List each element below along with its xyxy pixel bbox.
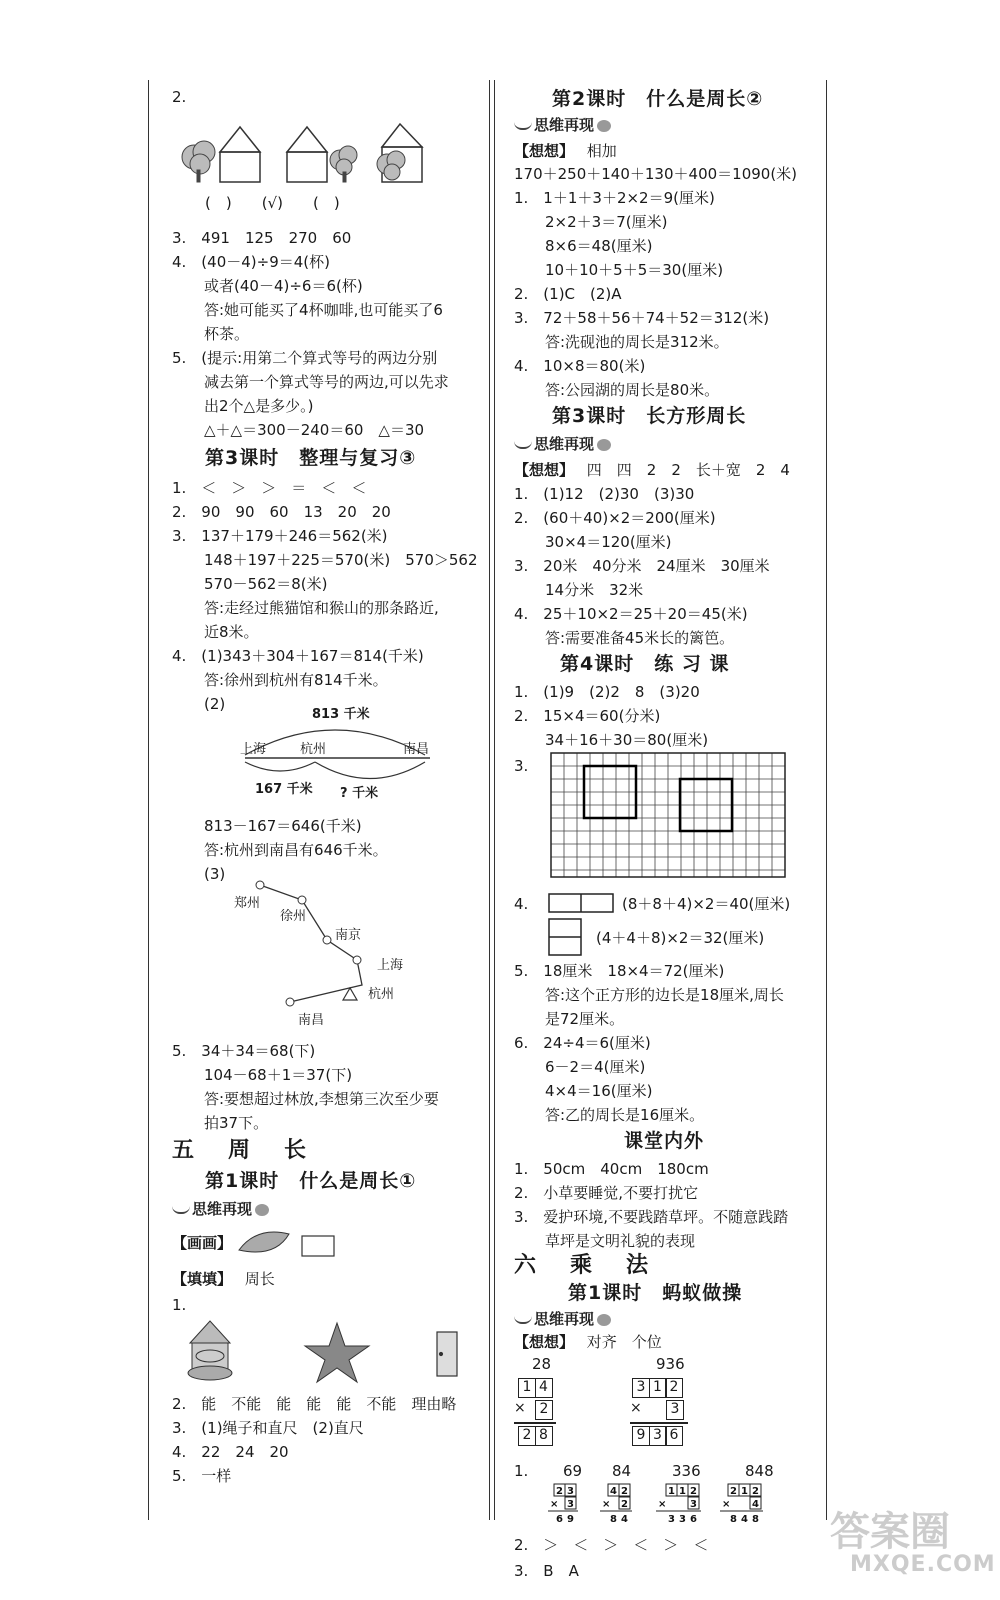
- fill-answer: 周长: [244, 1270, 275, 1288]
- think-row: [514, 140, 617, 162]
- digit-box: 6: [665, 1426, 683, 1446]
- think-row: [514, 459, 790, 481]
- section-heading: 课堂内外: [624, 1130, 705, 1152]
- house-icon: [287, 127, 327, 182]
- svg-text:8: 8: [610, 1514, 617, 1525]
- digit-box: 2: [518, 1426, 536, 1446]
- digit-box: 8: [535, 1426, 553, 1446]
- draw-row: [172, 1232, 232, 1254]
- digit-box: 2: [535, 1400, 553, 1420]
- right-text: 10＋10＋5＋5＝30(厘米): [545, 261, 724, 279]
- lesson-heading: 第1课时 什么是周长①: [205, 1170, 417, 1192]
- svg-text:×: ×: [550, 1499, 559, 1510]
- draw-label: 【画画】: [172, 1234, 233, 1252]
- lesson-heading: 第3课时 整理与复习③: [205, 447, 417, 469]
- fill-label: 【填填】: [172, 1270, 233, 1288]
- carousel-icon: [188, 1321, 232, 1380]
- left-text: 813－167＝646(千米): [204, 817, 362, 835]
- left-item-4: 4. (40－4)÷9＝4(杯): [172, 253, 331, 271]
- left-text: 答:杭州到南昌有646千米。: [204, 841, 388, 859]
- product-84: 84: [612, 1462, 632, 1480]
- left-text: 拍37下。: [204, 1114, 269, 1132]
- svg-text:×: ×: [602, 1499, 611, 1510]
- svg-text:2: 2: [556, 1486, 563, 1497]
- svg-text:×: ×: [722, 1499, 731, 1510]
- vertical-multiplication-2: [626, 1378, 696, 1450]
- product-69: 69: [563, 1462, 583, 1480]
- digit-box: 1: [518, 1378, 536, 1398]
- left-text: 答:走经过熊猫馆和猴山的那条路近,: [204, 599, 439, 617]
- right-item-1: 1.: [514, 1462, 529, 1480]
- right-item-3: 3. B A: [514, 1562, 579, 1580]
- svg-text:3: 3: [567, 1499, 574, 1510]
- left-margin-line: [148, 80, 149, 1520]
- left-item-4: 4. (1)343＋304＋167＝814(千米): [172, 647, 424, 665]
- unit-heading: 六 乘 法: [514, 1253, 655, 1278]
- svg-text:2: 2: [730, 1486, 737, 1497]
- diagram-label-hangzhou: 杭州: [300, 742, 327, 757]
- times-sign: ×: [514, 1400, 526, 1416]
- diagram-label-shanghai: 上海: [240, 742, 267, 757]
- right-text: 8×6＝48(厘米): [545, 237, 653, 255]
- tree-icon: [182, 141, 215, 182]
- answer-brackets: ( ) (√) ( ): [205, 194, 340, 212]
- left-item-4: 4. 22 24 20: [172, 1443, 289, 1461]
- cloud-icon: [255, 1204, 269, 1216]
- route-map: [232, 872, 412, 1032]
- right-item-3: 3. 爱护环境,不要践踏草坪。不随意践踏: [514, 1208, 789, 1226]
- right-item-4: 4.: [514, 895, 529, 913]
- lesson-heading: 第3课时 长方形周长: [552, 405, 747, 427]
- right-text: 170＋250＋140＋130＋400＝1090(米): [514, 165, 798, 183]
- right-text: 6－2＝4(厘米): [545, 1058, 646, 1076]
- right-item-3: 3.: [514, 757, 529, 775]
- svg-text:1: 1: [741, 1486, 748, 1497]
- right-item-2: 2. 15×4＝60(分米): [514, 707, 661, 725]
- map-label-xuzhou: 徐州: [280, 909, 307, 924]
- left-text: 104－68＋1＝37(下): [204, 1066, 353, 1084]
- right-text: 34＋16＋30＝80(厘米): [545, 731, 709, 749]
- map-label-shanghai: 上海: [377, 958, 404, 973]
- think-answer: 相加: [586, 142, 617, 160]
- svg-text:6: 6: [556, 1514, 563, 1525]
- svg-text:2: 2: [621, 1499, 628, 1510]
- right-text: 答:洗砚池的周长是312米。: [545, 333, 729, 351]
- map-label-nanchang: 南昌: [298, 1013, 325, 1028]
- svg-text:3: 3: [567, 1486, 574, 1497]
- left-text: 答:徐州到杭州有814千米。: [204, 671, 388, 689]
- left-item-5: 5. (提示:用第二个算式等号的两边分别: [172, 349, 438, 367]
- right-text: 答:这个正方形的边长是18厘米,周长: [545, 986, 784, 1004]
- diagram-label-total: 813 千米: [312, 707, 370, 722]
- lesson-heading: 第2课时 什么是周长②: [552, 88, 764, 110]
- section-badge: 思维再现: [514, 1308, 611, 1330]
- left-item-3: 3. 137＋179＋246＝562(米): [172, 527, 388, 545]
- svg-text:3: 3: [668, 1514, 675, 1525]
- wave-icon: [172, 1206, 190, 1214]
- digit-box: 2: [665, 1378, 683, 1398]
- small-multiplications: [548, 1482, 788, 1526]
- left-text: 出2个△是多少。): [204, 397, 314, 415]
- svg-text:1: 1: [668, 1486, 675, 1497]
- left-text: 减去第一个算式等号的两边,可以先求: [204, 373, 449, 391]
- left-text: (3): [204, 865, 226, 883]
- digit-box: 3: [649, 1426, 667, 1446]
- wave-icon: [514, 122, 532, 130]
- digit-box: 3: [666, 1400, 684, 1420]
- map-label-hangzhou: 杭州: [368, 987, 395, 1002]
- fill-row: [172, 1268, 275, 1290]
- digit-box: 9: [632, 1426, 650, 1446]
- right-item-4: 4. 25＋10×2＝25＋20＝45(米): [514, 605, 748, 623]
- right-text: 4×4＝16(厘米): [545, 1082, 653, 1100]
- think-answer: 四 四 2 2 长＋宽 2 4: [586, 461, 790, 479]
- svg-text:4: 4: [621, 1514, 628, 1525]
- rect-figure-2: [548, 918, 582, 956]
- vertical-multiplication-1: [514, 1378, 574, 1450]
- right-text: 30×4＝120(厘米): [545, 533, 672, 551]
- product-28: 28: [532, 1355, 552, 1373]
- cloud-icon: [597, 439, 611, 451]
- section-badge: 思维再现: [172, 1198, 269, 1220]
- think-label: 【想想】: [514, 461, 575, 479]
- right-text: 14分米 32米: [545, 581, 644, 599]
- right-item-1: 1. (1)12 (2)30 (3)30: [514, 485, 695, 503]
- left-item-1: 1.: [172, 1296, 187, 1314]
- left-text: 或者(40－4)÷6＝6(杯): [204, 277, 363, 295]
- right-item-1: 1. 1＋1＋3＋2×2＝9(厘米): [514, 189, 715, 207]
- leaf-and-rectangle: [237, 1228, 337, 1260]
- square-grid: [550, 752, 786, 878]
- think-answer: 对齐 个位: [586, 1333, 662, 1351]
- left-text: 570－562＝8(米): [204, 575, 328, 593]
- shapes-pictures: [185, 1318, 465, 1384]
- right-item-6: 6. 24÷4＝6(厘米): [514, 1034, 651, 1052]
- diagram-label-unknown: ? 千米: [340, 786, 379, 801]
- product-848: 848: [745, 1462, 774, 1480]
- svg-text:8: 8: [752, 1514, 759, 1525]
- wave-icon: [514, 1316, 532, 1324]
- digit-box: 1: [649, 1378, 667, 1398]
- digit-box: 3: [632, 1378, 650, 1398]
- lesson-heading: 第1课时 蚂蚁做操: [568, 1282, 743, 1304]
- column-divider-2: [494, 80, 495, 1520]
- left-item-5: 5. 一样: [172, 1467, 232, 1485]
- cloud-icon: [597, 1314, 611, 1326]
- right-item-5: 5. 18厘米 18×4＝72(厘米): [514, 962, 725, 980]
- product-936: 936: [656, 1355, 685, 1373]
- rect-figure-1: [548, 893, 614, 913]
- right-item-1: 1. (1)9 (2)2 8 (3)20: [514, 683, 700, 701]
- lesson-heading: 第4课时 练 习 课: [560, 653, 730, 675]
- wave-icon: [514, 441, 532, 449]
- digit-box: 4: [535, 1378, 553, 1398]
- left-item-5: 5. 34＋34＝68(下): [172, 1042, 316, 1060]
- column-divider: [489, 80, 490, 1520]
- svg-text:2: 2: [752, 1486, 759, 1497]
- unit-heading: 五 周 长: [172, 1138, 313, 1163]
- left-item-3: 3. (1)绳子和直尺 (2)直尺: [172, 1419, 364, 1437]
- left-text: △＋△＝300－240＝60 △＝30: [204, 421, 425, 439]
- right-item-3: 3. 20米 40分米 24厘米 30厘米: [514, 557, 770, 575]
- section-badge: 思维再现: [514, 433, 611, 455]
- right-text: (4＋4＋8)×2＝32(厘米): [596, 929, 765, 947]
- svg-text:3: 3: [690, 1499, 697, 1510]
- distance-diagram: [240, 700, 440, 800]
- times-sign: ×: [630, 1400, 642, 1416]
- left-text: 148＋197＋225＝570(米) 570＞562: [204, 551, 478, 569]
- svg-text:×: ×: [658, 1499, 667, 1510]
- svg-text:9: 9: [567, 1514, 574, 1525]
- svg-text:4: 4: [752, 1499, 759, 1510]
- watermark-logo: 答案圈: [830, 1509, 950, 1555]
- left-item-2: 2. 90 90 60 13 20 20: [172, 503, 391, 521]
- right-item-2: 2. ＞ ＜ ＞ ＜ ＞ ＜: [514, 1536, 709, 1554]
- right-text: 草坪是文明礼貌的表现: [545, 1232, 696, 1250]
- svg-text:3: 3: [679, 1514, 686, 1525]
- right-item-2: 2. (60＋40)×2＝200(厘米): [514, 509, 716, 527]
- section-badge: 思维再现: [514, 114, 611, 136]
- house-icon: [220, 127, 260, 182]
- tree-icon: [377, 151, 405, 180]
- right-item-3: 3. 72＋58＋56＋74＋52＝312(米): [514, 309, 770, 327]
- right-item-2: 2. 小草要睡觉,不要打扰它: [514, 1184, 699, 1202]
- svg-text:6: 6: [690, 1514, 697, 1525]
- svg-text:4: 4: [741, 1514, 748, 1525]
- svg-text:1: 1: [679, 1486, 686, 1497]
- diagram-label-167: 167 千米: [255, 782, 313, 797]
- right-text: 是72厘米。: [545, 1010, 625, 1028]
- map-label-nanjing: 南京: [335, 928, 362, 943]
- think-label: 【想想】: [514, 142, 575, 160]
- right-text: 2×2＋3＝7(厘米): [545, 213, 668, 231]
- svg-text:8: 8: [730, 1514, 737, 1525]
- watermark-url: MXQE.COM: [850, 1552, 996, 1577]
- left-text: 杯茶。: [204, 325, 250, 343]
- left-item-3: 3. 491 125 270 60: [172, 229, 352, 247]
- product-336: 336: [672, 1462, 701, 1480]
- cloud-icon: [597, 120, 611, 132]
- svg-text:2: 2: [690, 1486, 697, 1497]
- left-text: (2): [204, 695, 226, 713]
- right-text: (8＋8＋4)×2＝40(厘米): [622, 895, 791, 913]
- right-margin-line: [826, 80, 827, 1520]
- think-label: 【想想】: [514, 1333, 575, 1351]
- left-text: 近8米。: [204, 623, 259, 641]
- door-icon: [437, 1332, 457, 1376]
- left-item-2: 2. 能 不能 能 能 能 不能 理由略: [172, 1395, 457, 1413]
- diagram-label-nanchang: 南昌: [403, 742, 430, 757]
- left-text: 答:要想超过林放,李想第三次至少要: [204, 1090, 439, 1108]
- right-item-2: 2. (1)C (2)A: [514, 285, 622, 303]
- right-text: 答:乙的周长是16厘米。: [545, 1106, 705, 1124]
- right-item-4: 4. 10×8＝80(米): [514, 357, 646, 375]
- right-text: 答:需要准备45米长的篱笆。: [545, 629, 735, 647]
- star-icon: [305, 1323, 369, 1382]
- svg-text:4: 4: [610, 1486, 617, 1497]
- tree-icon: [330, 146, 357, 182]
- right-item-1: 1. 50cm 40cm 180cm: [514, 1160, 709, 1178]
- map-label-zhengzhou: 郑州: [234, 896, 261, 911]
- left-text: 答:她可能买了4杯咖啡,也可能买了6: [204, 301, 443, 319]
- left-item-1: 1. ＜ ＞ ＞ ＝ ＜ ＜: [172, 479, 367, 497]
- right-text: 答:公园湖的周长是80米。: [545, 381, 720, 399]
- think-row: [514, 1331, 662, 1353]
- house-tree-pictures: [172, 122, 442, 184]
- svg-text:2: 2: [621, 1486, 628, 1497]
- left-item-2: 2.: [172, 88, 187, 106]
